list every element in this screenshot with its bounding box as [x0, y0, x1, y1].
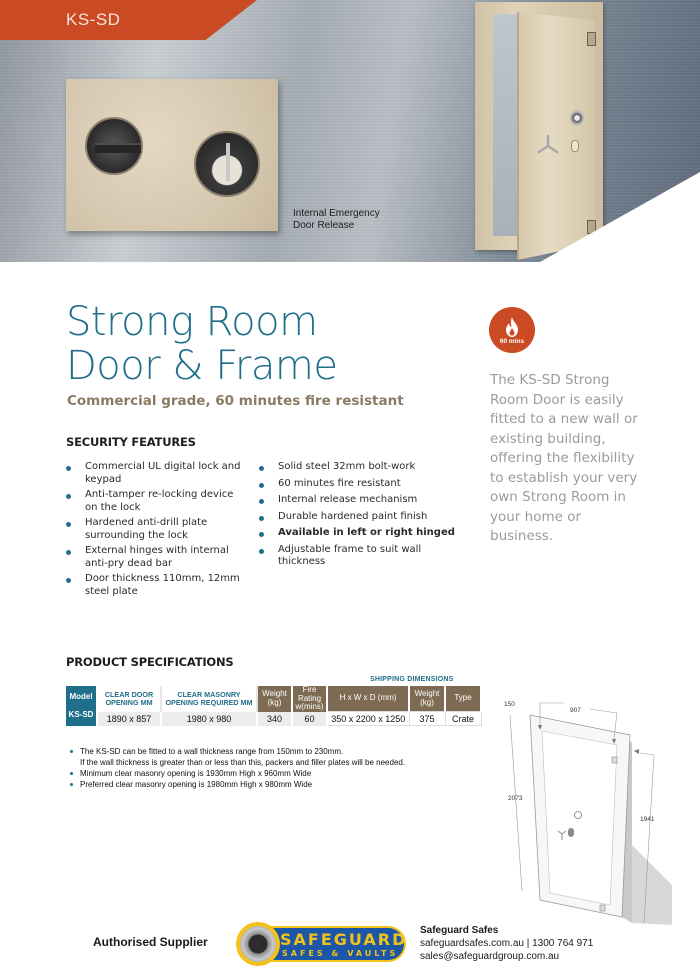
- door-leaf: [517, 12, 595, 260]
- feature-item: Solid steel 32mm bolt-work: [259, 461, 459, 474]
- caption-line: Internal Emergency: [293, 208, 380, 219]
- col-weight: Weight (kg): [257, 686, 292, 712]
- model-value: KS-SD: [68, 710, 94, 720]
- type-value: Crate: [445, 712, 481, 726]
- col-fire-rating: Fire Rating w(mins): [292, 686, 327, 712]
- contact-block: [420, 924, 593, 963]
- emergency-release-photo: [66, 79, 278, 231]
- strong-room-door-photo: [475, 2, 603, 250]
- model-code: KS-SD: [66, 10, 121, 29]
- model-header: Model: [69, 692, 93, 702]
- inner-height-dimension: 1941: [640, 816, 655, 823]
- fire-badge-label: 60 mins: [499, 338, 525, 345]
- col-type: Type: [445, 686, 481, 712]
- email-link[interactable]: sales@safeguardgroup.com.au: [420, 951, 560, 962]
- clear-masonry-value: 1980 x 980: [161, 712, 257, 726]
- feature-item: Internal release mechanism: [259, 494, 459, 507]
- col-hwd: H x W x D (mm): [327, 686, 409, 712]
- door-opening: [493, 14, 519, 236]
- note-item: Minimum clear masonry opening is 1930mm High x 960mm Wide: [70, 768, 405, 779]
- spec-header-row: [66, 686, 481, 712]
- hero-banner: [0, 0, 700, 262]
- product-specs-heading: PRODUCT SPECIFICATIONS: [66, 655, 234, 669]
- features-list-left: [66, 461, 246, 601]
- note-text: The KS-SD can be fitted to a wall thickness range from 150mm to 230mm.: [80, 747, 344, 756]
- shipping-dimensions-label: SHIPPING DIMENSIONS: [370, 676, 454, 683]
- feature-item: Anti-tamper re-locking device on the lock: [66, 489, 246, 514]
- bolt-bar: [95, 143, 141, 153]
- outer-height-dimension: 2073: [508, 795, 523, 802]
- hwd-value: 350 x 2200 x 1250: [327, 712, 409, 726]
- page-title: [66, 300, 337, 388]
- weight-value: 340: [257, 712, 292, 726]
- feature-item: Hardened anti-drill plate surrounding the lock: [66, 517, 246, 542]
- depth-dimension: 150: [504, 701, 515, 708]
- photo-caption: [293, 208, 380, 232]
- bolt-hole: [85, 117, 143, 175]
- spec-notes: [70, 746, 405, 790]
- release-handle: [226, 143, 230, 181]
- note-item: Preferred clear masonry opening is 1980mm High x 980mm Wide: [70, 779, 405, 790]
- logo-wordmark: SAFEGUARD: [280, 930, 408, 949]
- logo-banner: [270, 926, 406, 962]
- spec-table: [66, 686, 482, 726]
- feature-item: Durable hardened paint finish: [259, 511, 459, 524]
- vault-dial-inner: [240, 926, 276, 962]
- spec-data-row: [66, 712, 481, 726]
- feature-item-highlight: Available in left or right hinged: [259, 527, 459, 540]
- door-dimension-diagram: [492, 695, 672, 925]
- feature-item: Door thickness 110mm, 12mm steel plate: [66, 573, 246, 598]
- note-text: If the wall thickness is greater than or less than this, packers and filler plates will be needed.: [80, 758, 406, 767]
- feature-item: 60 minutes fire resistant: [259, 478, 459, 491]
- model-cell: [66, 686, 97, 726]
- feature-item: External hinges with internal anti-pry dead bar: [66, 545, 246, 570]
- product-blurb: The KS-SD Strong Room Door is easily fitted to a new wall or existing building, offering the flexibility to establish your very own Strong Room in your home or business.: [490, 372, 638, 544]
- fire-rating-value: 60: [292, 712, 327, 726]
- spoke-handle-icon: [537, 134, 559, 156]
- caption-line: Door Release: [293, 220, 355, 231]
- page-subtitle: Commercial grade, 60 minutes fire resistant: [67, 393, 404, 409]
- col-ship-weight: Weight (kg): [409, 686, 445, 712]
- title-line: Door & Frame: [66, 343, 338, 389]
- logo-tagline: SAFES & VAULTS: [282, 949, 399, 958]
- dimension-drawing: [492, 695, 672, 925]
- security-features-heading: SECURITY FEATURES: [66, 435, 196, 449]
- feature-item: Commercial UL digital lock and keypad: [66, 461, 246, 486]
- keyhole-icon: [571, 140, 579, 152]
- safeguard-logo: [236, 920, 412, 966]
- authorised-supplier-label: Authorised Supplier: [93, 935, 208, 949]
- features-list-right: [259, 461, 459, 573]
- ship-weight-value: 375: [409, 712, 445, 726]
- flame-icon: [504, 317, 520, 337]
- website-phone-link[interactable]: safeguardsafes.com.au | 1300 764 971: [420, 938, 594, 949]
- release-hole: [194, 131, 260, 197]
- title-line: Strong Room: [66, 299, 318, 345]
- combination-dial-icon: [570, 110, 584, 126]
- company-name: Safeguard Safes: [420, 925, 499, 936]
- width-dimension: 907: [570, 707, 581, 714]
- model-tab: [0, 0, 257, 40]
- vault-dial-icon: [236, 922, 280, 966]
- col-clear-door: CLEAR DOOR OPENING MM: [97, 686, 161, 712]
- fire-rating-badge: [489, 307, 535, 353]
- hinge-icon: [587, 32, 596, 46]
- note-item: [70, 746, 405, 768]
- clear-door-value: 1890 x 857: [97, 712, 161, 726]
- col-clear-masonry: CLEAR MASONRY OPENING REQUIRED MM: [161, 686, 257, 712]
- feature-item: Adjustable frame to suit wall thickness: [259, 544, 459, 569]
